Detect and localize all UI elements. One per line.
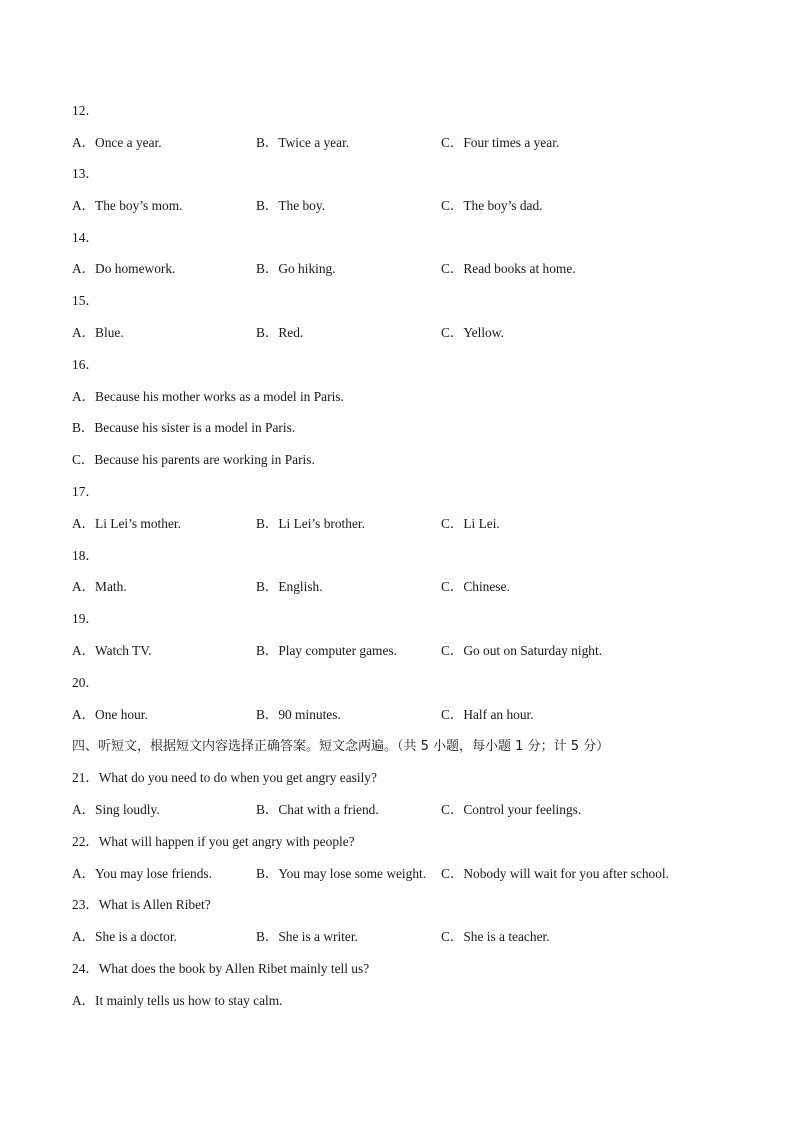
option-a: A．Li Lei’s mother. — [72, 516, 181, 531]
option-b: B．You may lose some weight. — [256, 866, 427, 881]
question-number: 16． — [72, 357, 99, 372]
option-c: C．Chinese. — [441, 579, 510, 594]
question-number: 12． — [72, 103, 99, 118]
option-a: A．Because his mother works as a model in Paris. — [72, 389, 344, 404]
question-text: 23．What is Allen Ribet? — [72, 897, 211, 912]
option-c: C．Because his parents are working in Paris. — [72, 452, 315, 467]
option-c: C．Control your feelings. — [441, 802, 582, 817]
question-text: 24．What does the book by Allen Ribet mainly tell us? — [72, 961, 370, 976]
section-heading: 四、听短文，根据短文内容选择正确答案。短文念两遍。（共 5 小题，每小题 1 分；计 5 分） — [72, 739, 610, 754]
question-number: 17． — [72, 484, 99, 499]
option-b: B．Play computer games. — [256, 643, 397, 658]
answer-options — [72, 514, 732, 534]
option-a: A．Blue. — [72, 325, 124, 340]
option-c: C．She is a teacher. — [441, 929, 550, 944]
option-a: A．Math. — [72, 579, 127, 594]
option-b: B．English. — [256, 579, 323, 594]
option-a: A．Once a year. — [72, 135, 162, 150]
option-b: B．Because his sister is a model in Paris. — [72, 420, 296, 435]
answer-options — [72, 577, 732, 597]
option-b: B．Red. — [256, 325, 304, 340]
option-c: C．Go out on Saturday night. — [441, 643, 603, 658]
option-c: C．Li Lei. — [441, 516, 500, 531]
option-c: C．Read books at home. — [441, 261, 576, 276]
option-c: C．The boy’s dad. — [441, 198, 543, 213]
question-number: 19． — [72, 611, 99, 626]
answer-options — [72, 800, 732, 820]
option-a: A．You may lose friends. — [72, 866, 212, 881]
option-b: B．90 minutes. — [256, 707, 341, 722]
question-number: 18． — [72, 548, 99, 563]
option-c: C．Yellow. — [441, 325, 504, 340]
answer-options — [72, 133, 732, 153]
answer-options — [72, 196, 732, 216]
option-b: B．Li Lei’s brother. — [256, 516, 365, 531]
option-a: A．Sing loudly. — [72, 802, 160, 817]
option-c: C．Four times a year. — [441, 135, 560, 150]
option-a: A．One hour. — [72, 707, 148, 722]
option-a: A．Do homework. — [72, 261, 176, 276]
question-number: 14． — [72, 230, 99, 245]
answer-options — [72, 259, 732, 279]
answer-options — [72, 641, 732, 661]
question-number: 15． — [72, 293, 99, 308]
answer-options — [72, 864, 732, 884]
option-b: B．Go hiking. — [256, 261, 336, 276]
option-a: A．She is a doctor. — [72, 929, 177, 944]
answer-options — [72, 323, 732, 343]
option-b: B．Twice a year. — [256, 135, 350, 150]
question-text: 21．What do you need to do when you get angry easily? — [72, 770, 377, 785]
answer-options — [72, 927, 732, 947]
answer-options — [72, 705, 732, 725]
question-number: 20． — [72, 675, 99, 690]
option-a: A．The boy’s mom. — [72, 198, 183, 213]
option-c: C．Half an hour. — [441, 707, 534, 722]
option-b: B．Chat with a friend. — [256, 802, 379, 817]
question-text: 22．What will happen if you get angry with people? — [72, 834, 355, 849]
option-a: A．Watch TV. — [72, 643, 152, 658]
option-c: C．Nobody will wait for you after school. — [441, 866, 669, 881]
option-b: B．She is a writer. — [256, 929, 358, 944]
question-number: 13． — [72, 166, 99, 181]
option-b: B．The boy. — [256, 198, 326, 213]
option-a: A．It mainly tells us how to stay calm. — [72, 993, 283, 1008]
